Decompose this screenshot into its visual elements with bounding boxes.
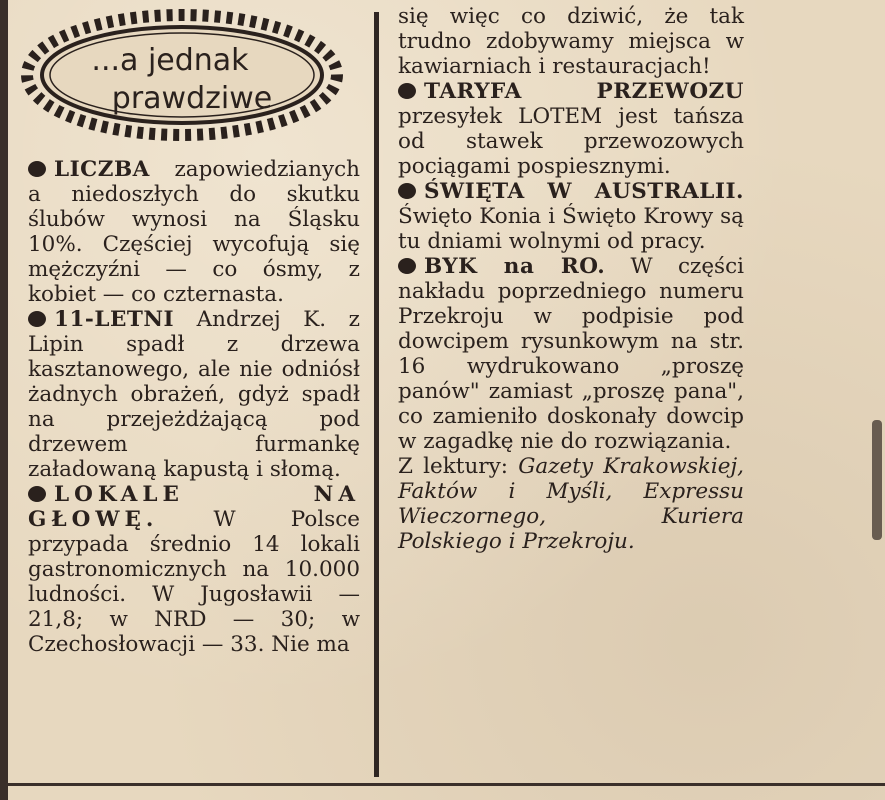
news-item	[28, 482, 360, 657]
bullet-icon	[398, 258, 416, 274]
item-lead: LICZBA	[54, 157, 150, 182]
news-item	[398, 79, 744, 179]
credits-sources: Gazety Krakowskiej, Faktów i Myśli, Expressu Wieczornego, Kuriera Polskiego i Przekroju.	[398, 454, 744, 554]
bottom-rule	[0, 783, 885, 786]
item-lead: 11-LETNI	[54, 307, 175, 332]
news-item	[28, 307, 360, 482]
item-lead: TARYFA PRZEWOZU	[424, 79, 744, 104]
item-text: W części nakładu poprzedniego numeru Przekroju w podpisie pod dowcipem rysunkowym na str. 16 wydrukowano „proszę panów" zamiast „proszę pana", co zamieniło doskonały dowcip w zagadkę nie do rozwiązania.	[398, 254, 745, 454]
credits-prefix: Z lektury:	[398, 454, 508, 479]
news-item	[398, 179, 744, 254]
item-text: Święto Konia i Święto Krowy są tu dniami wolnymi od pracy.	[398, 204, 744, 254]
sources-credit	[398, 454, 744, 554]
section-logo	[20, 8, 345, 143]
item-text: W Polsce przypada średnio 14 lokali gastronomicznych na 10.000 ludności. W Jugosławii — 21,8; w NRD — 30; w Czechosłowacji — 33. Nie ma	[28, 507, 360, 657]
logo-line2: prawdziwe	[111, 81, 273, 116]
bullet-icon	[28, 486, 46, 502]
left-column	[28, 157, 360, 657]
continued-text: się więc co dziwić, że tak trudno zdobywamy miejsca w kawiarniach i restauracjach!	[398, 4, 744, 79]
item-text: przesyłek LOTEM jest tańsza od stawek przewozowych pociągami pospiesznymi.	[398, 104, 744, 179]
item-lead: BYK na RO.	[424, 254, 606, 279]
news-item	[28, 157, 360, 307]
item-lead: ŚWIĘTA W AUSTRALII.	[424, 179, 744, 204]
bullet-icon	[398, 183, 416, 199]
right-column	[398, 4, 744, 554]
bullet-icon	[28, 161, 46, 177]
bullet-icon	[28, 311, 46, 327]
item-text: zapowiedzianych a niedoszłych do skutku ślubów wynosi na Śląsku 10%. Częściej wycofują się mężczyźni — co ósmy, z kobiet — co czternasta.	[28, 157, 360, 307]
right-edge-mark	[872, 420, 882, 540]
item-lead: LOKALE NA GŁOWĘ.	[28, 482, 360, 532]
logo-line1: ...a jednak	[91, 43, 249, 78]
item-text: Andrzej K. z Lipin spadł z drzewa kasztanowego, ale nie odniósł żadnych obrażeń, gdyż spadł na przejeżdżającą pod drzewem furmankę załadowaną kapustą i słomą.	[28, 307, 360, 482]
bullet-icon	[398, 83, 416, 99]
left-edge-bar	[0, 0, 8, 800]
column-divider	[374, 12, 379, 777]
news-item	[398, 254, 744, 454]
